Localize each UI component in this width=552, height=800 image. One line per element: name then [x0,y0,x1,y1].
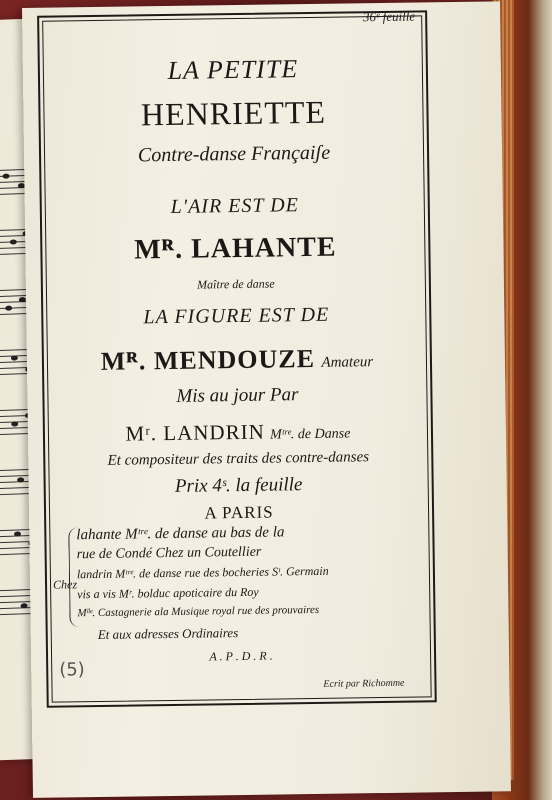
address-line: landrin Mᵗʳᵉ. de danse rue des bocheries Sᵗ. Germain [76,563,329,582]
choreographer-line [44,342,430,377]
publisher-role: Mᵗʳᵉ. de Danse [269,426,351,443]
publisher-name: Mʳ. LANDRIN [125,419,265,446]
title-line-2: HENRIETTE [140,93,327,133]
privilege-mark: A . P . D . R . [209,648,273,664]
subtitle: Contre-danse Françaiʃe [137,141,331,167]
title-line-1: LA PETITE [167,54,299,85]
composer-role: Maître de danse [196,276,275,292]
choreographer-role: Amateur [321,354,374,371]
composer-name: Mᴿ. LAHANTE [134,231,337,266]
figure-by-label: LA FIGURE EST DE [143,303,330,329]
choreographer-name: Mᴿ. MENDOUZE [100,343,316,376]
address-line: Et aux adresses Ordinaires [97,625,239,643]
address-line: rue de Condé Chez un Coutellier [76,544,262,563]
address-line: vis a vis Mʳ. bolduc apoticaire du Roy [77,584,259,602]
address-line: lahante Mᵗʳᵉ. de danse au bas de la [76,524,285,544]
price: Prix 4ˢ. la feuille [174,474,303,497]
address-line: Mˡˡᵉ. Castagnerie ala Musique royal rue des prouvaires [77,603,320,620]
city: A PARIS [204,502,274,523]
air-by-label: L'AIR EST DE [170,194,299,218]
engraved-border [37,10,437,707]
publisher-description: Et compositeur des traits des contre-danses [107,449,370,469]
title-page [22,1,511,798]
chez-label: Chez [52,577,78,592]
pencil-mark: (5) [59,659,85,681]
engraver-credit: Ecrit par Richomme [323,677,405,690]
sheet-number: 36ᵉ feuille [362,8,416,25]
published-by-label: Mis au jour Par [176,384,299,407]
